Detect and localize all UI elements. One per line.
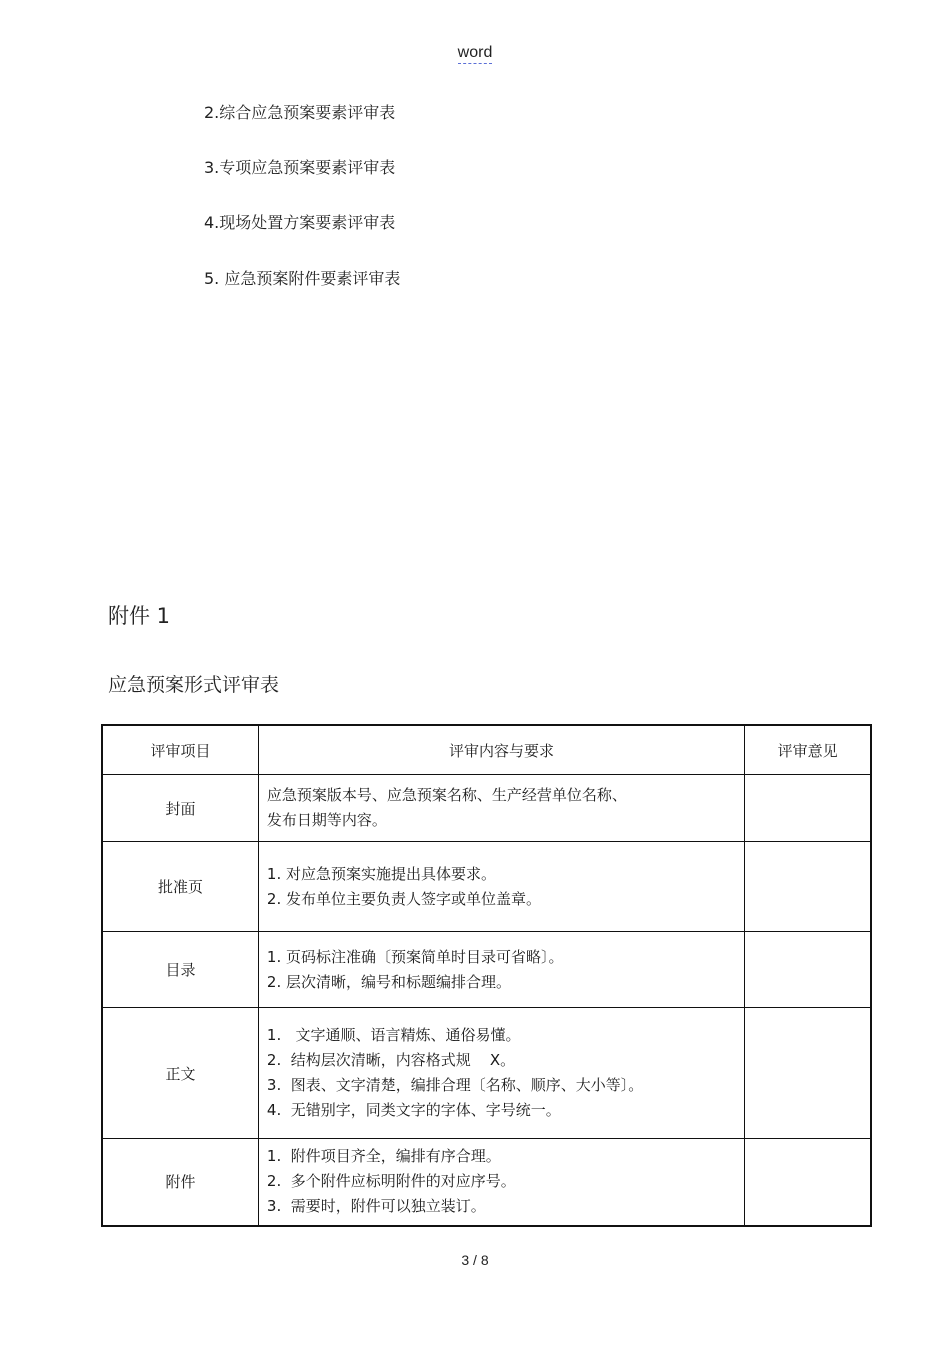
row-opinion xyxy=(745,932,871,1008)
column-header-item: 评审项目 xyxy=(102,725,258,775)
column-header-content: 评审内容与要求 xyxy=(258,725,744,775)
content-line: 应急预案版本号、应急预案名称、生产经营单位名称、 xyxy=(266,786,627,804)
row-opinion xyxy=(745,775,871,842)
table-row xyxy=(102,1008,871,1139)
table-row xyxy=(102,775,871,842)
row-opinion xyxy=(745,1008,871,1139)
appendix-title: 应急预案形式评审表 xyxy=(108,674,280,696)
content-line: 4. 无错别字，同类文字的字体、字号统一。 xyxy=(266,1101,561,1119)
row-item-contents: 目录 xyxy=(102,932,258,1008)
content-line: 2. 结构层次清晰，内容格式规 X。 xyxy=(266,1051,516,1069)
row-opinion xyxy=(745,842,871,932)
row-content xyxy=(258,932,744,1008)
table-row xyxy=(102,1139,871,1226)
page-number: 3 / 8 xyxy=(461,1252,489,1268)
row-content xyxy=(258,775,744,842)
content-line: 1. 页码标注准确〔预案简单时目录可省略〕。 xyxy=(266,947,564,966)
toc-item: 2.综合应急预案要素评审表 xyxy=(204,103,396,122)
header-word-label: word xyxy=(458,44,493,64)
content-line: 2. 发布单位主要负责人签字或单位盖章。 xyxy=(266,889,541,908)
table-row xyxy=(102,932,871,1008)
row-item-cover: 封面 xyxy=(102,775,258,842)
table-row xyxy=(102,842,871,932)
toc-item: 4.现场处置方案要素评审表 xyxy=(204,213,396,232)
row-content xyxy=(258,842,744,932)
toc-item: 5. 应急预案附件要素评审表 xyxy=(204,269,401,288)
content-line: 2. 多个附件应标明附件的对应序号。 xyxy=(266,1172,516,1191)
content-line: 发布日期等内容。 xyxy=(266,811,387,829)
appendix-label: 附件 1 xyxy=(108,604,171,628)
table-header-row xyxy=(102,725,871,775)
content-line: 2. 层次清晰，编号和标题编排合理。 xyxy=(266,972,511,991)
row-item-body: 正文 xyxy=(102,1008,258,1139)
row-content xyxy=(258,1139,744,1226)
content-line: 1. 附件项目齐全，编排有序合理。 xyxy=(266,1147,501,1166)
column-header-opinion: 评审意见 xyxy=(745,725,871,775)
row-opinion xyxy=(745,1139,871,1226)
row-content xyxy=(258,1008,744,1139)
row-item-attachment: 附件 xyxy=(102,1139,258,1226)
toc-item: 3.专项应急预案要素评审表 xyxy=(204,158,396,177)
content-line: 1. 对应急预案实施提出具体要求。 xyxy=(266,864,496,883)
content-line: 3. 需要时，附件可以独立装订。 xyxy=(266,1197,486,1216)
page-header xyxy=(0,44,950,64)
row-item-approval: 批准页 xyxy=(102,842,258,932)
content-line: 1. 文字通顺、语言精炼、通俗易懂。 xyxy=(266,1026,521,1044)
review-table xyxy=(101,724,872,1227)
content-line: 3. 图表、文字清楚，编排合理〔名称、顺序、大小等〕。 xyxy=(266,1076,644,1094)
